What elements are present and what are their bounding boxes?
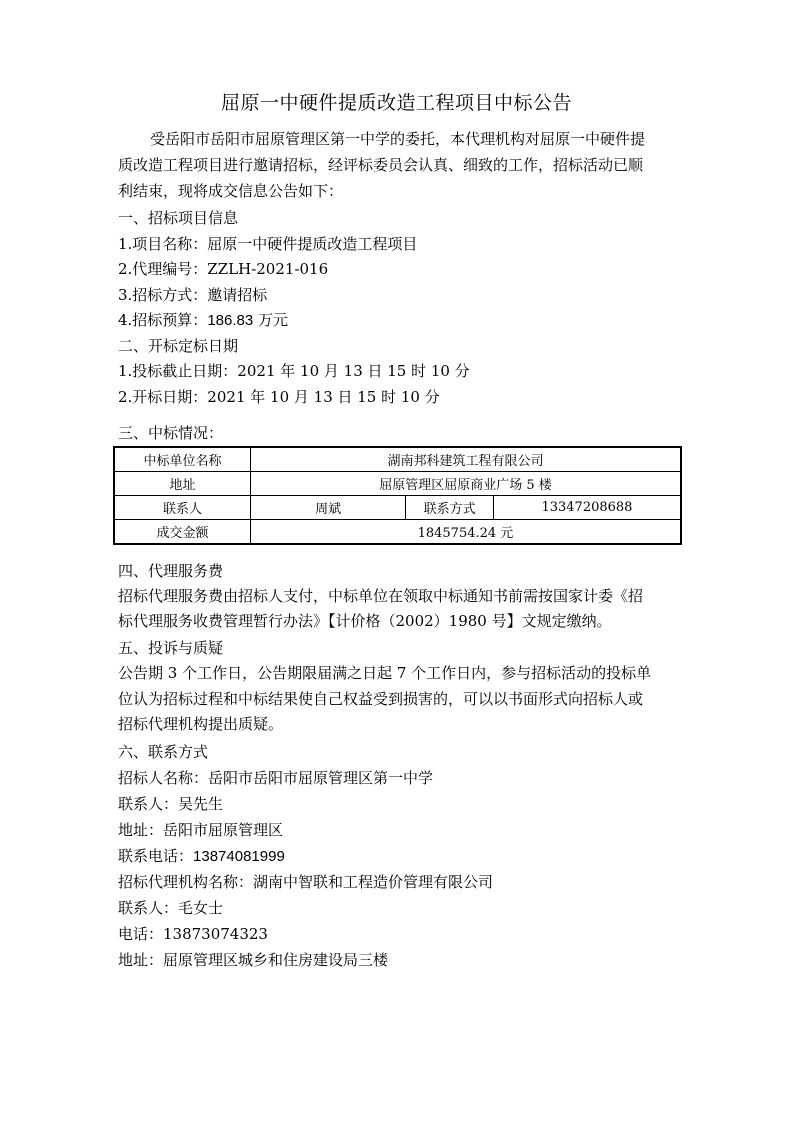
winner-label-cell: 中标单位名称 xyxy=(114,447,250,472)
amount-label-cell: 成交金额 xyxy=(114,520,250,545)
intro-line-1: 受岳阳市岳阳市屈原管理区第一中学的委托，本代理机构对屈原一中硬件提 xyxy=(150,130,646,148)
opening-date: 2.开标日期：2021 年 10 月 13 日 15 时 10 分 xyxy=(118,388,440,406)
section-heading-award: 三、中标情况： xyxy=(118,424,224,442)
winner-value-cell: 湖南邦科建筑工程有限公司 xyxy=(250,447,681,472)
contact-label-cell: 联系人 xyxy=(114,496,250,520)
phone-label-cell: 联系方式 xyxy=(406,496,494,520)
contact-value-cell: 周斌 xyxy=(250,496,405,520)
budget-value: 186.83 xyxy=(207,312,254,329)
project-name: 1.项目名称：屈原一中硬件提质改造工程项目 xyxy=(118,235,418,253)
budget-unit: 万元 xyxy=(253,311,288,329)
agency-contact: 联系人：毛女士 xyxy=(118,899,224,917)
page-title: 屈原一中硬件提质改造工程项目中标公告 xyxy=(220,92,572,114)
complaints-line-2: 位认为招标过程和中标结果使自己权益受到损害的，可以以书面形式向招标人或 xyxy=(118,690,644,708)
section-heading-agency-fee: 四、代理服务费 xyxy=(118,562,224,580)
tender-budget xyxy=(118,309,288,330)
phone-value-cell: 13347208688 xyxy=(493,496,681,520)
address-label-cell: 地址 xyxy=(114,472,250,496)
agency-fee-line-1: 招标代理服务费由招标人支付，中标单位在领取中标通知书前需按国家计委《招 xyxy=(118,587,644,605)
section-heading-complaints: 五、投诉与质疑 xyxy=(118,639,224,657)
intro-line-2: 质改造工程项目进行邀请招标，经评标委员会认真、细致的工作，招标活动已顺 xyxy=(118,156,644,174)
address-value-cell: 屈原管理区屈原商业广场 5 楼 xyxy=(250,472,681,496)
agency-fee-line-2: 标代理服务收费管理暂行办法》【计价格（2002）1980 号】文规定缴纳。 xyxy=(118,612,612,630)
tenderer-phone xyxy=(118,845,285,866)
agency-name: 招标代理机构名称：湖南中智联和工程造价管理有限公司 xyxy=(118,873,494,891)
section-heading-contacts: 六、联系方式 xyxy=(118,743,209,761)
section-heading-project-info: 一、招标项目信息 xyxy=(118,209,239,227)
table-row xyxy=(114,472,681,496)
table-row xyxy=(114,447,681,472)
agency-phone: 电话：13873074323 xyxy=(118,925,268,943)
bid-deadline: 1.投标截止日期：2021 年 10 月 13 日 15 时 10 分 xyxy=(118,362,470,380)
award-table xyxy=(113,446,682,545)
agency-code: 2.代理编号：ZZLH-2021-016 xyxy=(118,260,329,278)
budget-label: 4.招标预算： xyxy=(118,311,208,329)
intro-line-3: 利结束，现将成交信息公告如下： xyxy=(118,182,344,200)
table-row xyxy=(114,520,681,545)
tenderer-address: 地址：岳阳市屈原管理区 xyxy=(118,821,284,839)
table-row xyxy=(114,496,681,520)
tenderer-contact: 联系人：吴先生 xyxy=(118,795,224,813)
agency-address: 地址：屈原管理区城乡和住房建设局三楼 xyxy=(118,951,389,969)
tender-method: 3.招标方式：邀请招标 xyxy=(118,286,268,304)
tenderer-phone-value: 13874081999 xyxy=(193,848,285,865)
section-heading-dates: 二、开标定标日期 xyxy=(118,337,239,355)
complaints-line-3: 招标代理机构提出质疑。 xyxy=(118,715,284,733)
amount-value-cell: 1845754.24 元 xyxy=(250,520,681,545)
complaints-line-1: 公告期 3 个工作日，公告期限届满之日起 7 个工作日内，参与招标活动的投标单 xyxy=(118,664,652,682)
tenderer-phone-label: 联系电话： xyxy=(118,847,194,865)
tenderer-name: 招标人名称：岳阳市岳阳市屈原管理区第一中学 xyxy=(118,769,434,787)
